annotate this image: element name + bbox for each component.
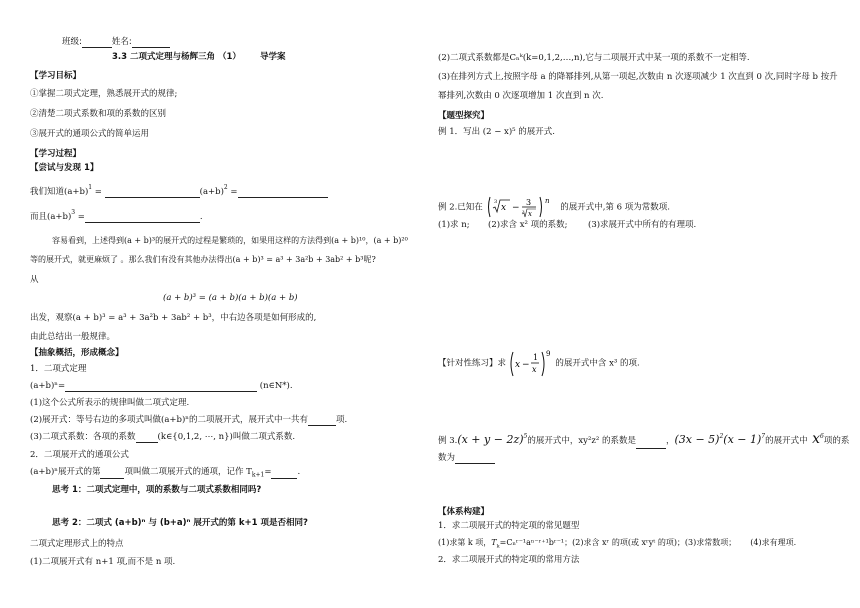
svg-text:−: −: [521, 360, 530, 370]
theorem-note-1: (1)这个公式所表示的规律叫做二项式定理.: [30, 398, 190, 408]
also-line: 而且$(a+b)^3$ = .: [30, 209, 203, 222]
svg-text:3: 3: [521, 209, 525, 214]
observe-line: 出发，观察(a + b)³ = a³ + 3a²b + 3ab² + b³，中右边各项是如何形成的,: [30, 313, 317, 323]
example-3-mid-2: ，: [665, 436, 675, 446]
known-mid-eq: =: [227, 187, 238, 197]
general-end-2: .: [297, 467, 301, 477]
example-2-suffix: 的展开式中,第 6 项为常数项.: [560, 202, 670, 213]
general-end: =: [264, 467, 272, 477]
svg-text:x: x: [531, 365, 537, 374]
right-note-3: (3)在排列方式上,按照字母 a 的降幂排列,从第一项起,次数由 n 次逐项减少 1 次直到 0 次,同时字母 b 按升: [438, 72, 838, 82]
example-3-blank-1[interactable]: [636, 439, 666, 449]
example-1: 例 1．写出 (2 − x)⁵ 的展开式.: [438, 127, 555, 137]
build-2-d: (4)求有理项.: [750, 538, 797, 547]
right-note-3-cont: 幂排列,次数由 0 次逐项增加 1 次直到 n 次.: [438, 91, 604, 101]
known-eq: =: [92, 187, 105, 197]
known-line: 我们知道$(a+b)^1 = (a+b)^2$ =: [30, 187, 328, 198]
theorem-note-3: [30, 432, 295, 443]
practice-prefix: 【针对性练习】求: [438, 358, 507, 369]
example-3-x6: $x^6$: [807, 431, 824, 447]
process-title: 【学习过程】: [30, 149, 82, 159]
svg-text:3: 3: [493, 199, 497, 205]
example-3-end-2: 项的系: [823, 436, 850, 446]
example-3-end: 的展开式中: [765, 436, 808, 446]
general-term-blank[interactable]: [100, 469, 124, 479]
theorem-rhs: (n∈N*).: [259, 381, 293, 391]
feature-title: 二项式定理形式上的特点: [30, 539, 124, 549]
term-count-blank[interactable]: [308, 416, 336, 426]
svg-text:n: n: [544, 197, 550, 205]
expand-2-blank[interactable]: [238, 188, 328, 198]
example-3-expr-1: $(x + y - 2z)^5$: [457, 433, 528, 446]
example-2-prefix: 例 2.已知在: [438, 202, 483, 213]
build-title: 【体系构建】: [438, 507, 490, 517]
from-word: 从: [30, 275, 39, 285]
name-blank[interactable]: [132, 38, 170, 48]
abstract-title: 【抽象概括，形成概念】: [30, 348, 124, 358]
goal-2: ②清楚二项式系数和项的系数的区别: [30, 109, 167, 119]
expand-3-blank[interactable]: [85, 213, 200, 223]
theorem-note-2-end: 项.: [335, 415, 348, 425]
svg-text:x: x: [514, 360, 520, 370]
easy-line-2: 等的展开式，就更麻烦了 。那么我们有没有其他办法得出(a + b)³ = a³ + 3a²b + 3ab² + b³呢?: [30, 255, 376, 264]
expand-1-blank[interactable]: [105, 188, 200, 198]
page-subtitle: 导学案: [260, 52, 286, 62]
svg-text:x: x: [500, 203, 506, 213]
theorem-note-3-text: (3)二项式系数：各项的系数: [30, 432, 136, 442]
try-title: 【尝试与发现 1】: [30, 163, 99, 173]
general-formula-blank[interactable]: [271, 469, 297, 479]
example-3-prefix: 例 3.: [438, 436, 458, 446]
page-title: 3.3 二项式定理与杨辉三角 （1）: [112, 52, 241, 62]
name-label: 姓名:: [111, 37, 132, 47]
example-2-expression: [486, 194, 558, 220]
theorem-formula: [30, 381, 293, 392]
example-3-line-2-text: 数为: [438, 453, 456, 463]
build-2-a: (1)求第 k 项，: [438, 538, 492, 547]
theorem-title: 1．二项式定理: [30, 364, 87, 374]
example-3-expr-2: $(3x - 5)^2(x - 1)^7$: [674, 433, 766, 446]
known-mid: (a+b): [199, 187, 224, 197]
general-sub: k+1: [251, 471, 265, 479]
easy-line: 容易看到，上述得到(a + b)³的展开式的过程是繁琐的，如果用这样的方法得到(a + b)¹⁰，(a + b)²⁰: [52, 236, 408, 245]
example-3: [438, 431, 849, 449]
practice: [438, 347, 640, 379]
svg-text:−: −: [511, 203, 520, 213]
general-line: [30, 467, 300, 479]
theorem-note-2-text: (2)展开式：等号右边的多项式叫做(a+b)ⁿ的二项展开式，展开式中一共有: [30, 415, 308, 425]
svg-text:x: x: [527, 210, 532, 218]
theorem-lhs: (a+b)ⁿ=: [30, 381, 66, 391]
example-2-q1: (1)求 n;: [438, 220, 470, 230]
build-1: 1．求二项展开式的特定项的常见题型: [438, 521, 580, 531]
svg-text:1: 1: [532, 353, 538, 362]
goals-title: 【学习目标】: [30, 71, 82, 81]
derive-line: 由此总结出一般规律。: [30, 332, 116, 342]
right-note-2: (2)二项式系数都是Cₙᵏ(k=0,1,2,…,n),它与二项展开式中某一项的系数不一定相等.: [438, 53, 750, 63]
coefficient-blank[interactable]: [136, 433, 158, 443]
also-prefix: 而且(a+b): [30, 212, 72, 222]
build-2: (1)求第 k 项，$T_k=C_nʳ^{-1}a^{n-}ʳ^{+1}bʳ^{-1}$；(2)求含 xʳ 的项(或 xʳyᵗ 的项)；(3)求常数项； (4)求有理项.: [438, 538, 797, 550]
explore-title: 【题型探究】: [438, 111, 490, 121]
example-2-q3: (3)求展开式中所有的有理项.: [588, 220, 697, 230]
example-3-mid: 的展开式中，xy²z² 的系数是: [527, 436, 636, 446]
svg-text:3: 3: [525, 198, 531, 207]
theorem-blank[interactable]: [65, 382, 257, 392]
build-2-b: T: [491, 538, 497, 547]
build-2-c: =Cₙʳ⁻¹aⁿ⁻ʳ⁺¹bʳ⁻¹；(2)求含 xʳ 的项(或 xʳyᵗ 的项)；(3)求常数项；: [499, 538, 737, 547]
class-blank[interactable]: [82, 38, 112, 48]
goal-3: ③展开式的通项公式的简单运用: [30, 129, 150, 139]
goal-1: ①掌握二项式定理，熟悉展开式的规律;: [30, 89, 178, 99]
practice-expression: [509, 347, 553, 379]
think-2: 思考 2：二项式 (a+b)ⁿ 与 (b+a)ⁿ 展开式的第 k+1 项是否相同?: [52, 518, 308, 528]
general-mid: 项叫做二项展开式的通项，记作 T: [124, 467, 252, 477]
example-2: [438, 194, 670, 220]
theorem-note-3-mid: (k∈{0,1,2, ⋯, n})叫做二项式系数.: [157, 432, 296, 442]
theorem-note-2: [30, 415, 347, 426]
svg-text:9: 9: [545, 350, 551, 358]
think-1: 思考 1：二项式定理中，项的系数与二项式系数相同吗?: [52, 485, 262, 495]
class-name-line: [62, 37, 170, 48]
class-label: 班级:: [62, 37, 82, 47]
general-title: 2．二项展开式的通项公式: [30, 450, 129, 460]
example-3-blank-2[interactable]: [455, 454, 495, 464]
center-equation: (a + b)³ = (a + b)(a + b)(a + b): [163, 293, 298, 303]
known-prefix: 我们知道(a+b): [30, 187, 89, 197]
feature-1: (1)二项展开式有 n+1 项,而不是 n 项.: [30, 557, 176, 567]
example-3-line-2: [438, 453, 495, 464]
practice-suffix: 的展开式中含 x³ 的项.: [555, 358, 640, 369]
example-2-q2: (2)求含 x² 项的系数;: [488, 220, 568, 230]
build-3: 2．求二项展开式的特定项的常用方法: [438, 555, 580, 565]
general-line-text: (a+b)ⁿ展开式的第: [30, 467, 101, 477]
